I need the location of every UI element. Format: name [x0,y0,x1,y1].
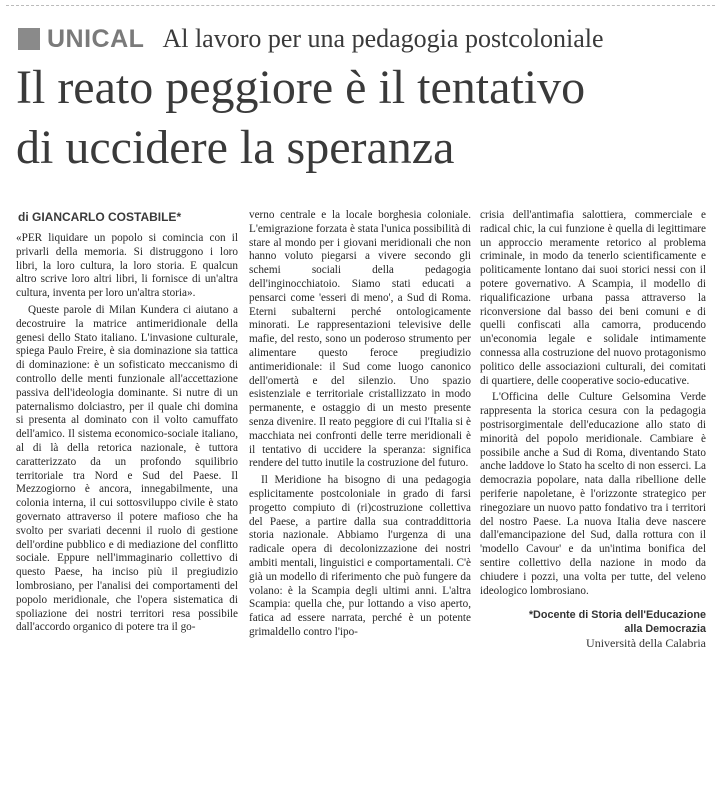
author-credit-role: *Docente di Storia dell'Educazione [528,609,706,622]
article-paragraph: L'Officina delle Culture Gelsomina Verde rappresenta la storica cesura con la pedagogia postrisorgimentale dell'educazione allo stato di minorità del popolo meridionale. Cambiare è possibile anche a Sud di Roma, diventando Stato anche laddove lo Stato ha scelto di non esserci. La democrazia popolare, nata dalla ribellione delle periferie napoletane, è l'orizzonte strategico per rinegoziare un nuovo patto fondativo tra i territori del nostro Paese. La nuova Italia deve nascere dall'emancipazione del Sud, dalla rottura con il 'modello Cavour' e da un'intima bonifica del sentire collettivo della nazione in modo da chiudere i pozzi, una volta per tutte, del veleno ideologico lombrosiano. [480,391,706,597]
top-rule [6,5,715,6]
article-paragraph: verno centrale e la locale borghesia coloniale. L'emigrazione forzata è stata l'unica possibilità di stare al mondo per i giovani meridionali che non hanno voluto piegarsi a vivere secondo gli schemi sociali della pedagogia dell'inginocchiatoio. Siamo stati educati a pensarci come 'esseri di meno', a Sud di Roma. Eterni subalterni perché ontologicamente minorati. Le rappresentazioni televisive delle mafie, del resto, sono un poderoso strumento per alimentare questo feroce pregiudizio antimeridionale: il Sud come luogo canonico dell'omertà e del silenzio. Uno spazio esistenziale e territoriale cristallizzato in modo permanente, e ostaggio di un mesto presente senza divenire. Il reato peggiore di cui l'Italia si è macchiata nei confronti delle terre meridionali è il tentativo di uccidere la speranza: significa rendere del tutto inutile la costruzione del futuro. [249,209,471,470]
article-column-2 [249,209,471,643]
section-label: UNICAL [47,24,145,53]
article-paragraph: «PER liquidare un popolo si comincia con il privarli della memoria. Si distruggono i loro libri, la loro cultura, la loro storia. E qualcun altro scrive loro altri libri, li fornisce di un'altra cultura, inventa per loro un'altra storia». [16,232,238,300]
headline [16,58,716,178]
article-paragraph: Queste parole di Milan Kundera ci aiutano a decostruire la matrice antimeridionale della genesi dello Stato italiano. L'invasione culturale, spiega Paulo Freire, è sia dominazione sia tattica di dominazione: è un sofisticato meccanismo di controllo delle menti funzionale all'accettazione passiva dell'ideologia dominante. Si nutre di un paternalismo dolciastro, per il quale chi domina si presenta al dominato con il volto camuffato dell'amico. Il sistema economico-sociale italiano, al di là della retorica nazionale, è tuttora caratterizzato da un profondo squilibrio territoriale tra Nord e Sud del Paese. Il Mezzogiorno è ancora, innegabilmente, una colonia interna, il cui sottosviluppo civile è stato governato attraverso il potere mafioso che ha svolto per svariati decenni il ruolo di gestione dell'ordine pubblico e di mediazione del conflitto sociale. Eppure nell'immaginario collettivo di questo Paese, ha inciso più il pregiudizio lombrosiano, per l'analisi dei comportamenti del popolo meridionale, che l'opera sistematica di spoliazione dei nostri territori resa possibile dall'accordo organico di potere tra il go- [16,303,238,634]
byline: di GIANCARLO COSTABILE* [18,210,182,224]
headline-line-1: Il reato peggiore è il tentativo [16,61,586,114]
author-credit-role-cont: alla Democrazia [624,623,706,636]
article-paragraph: Il Meridione ha bisogno di una pedagogia esplicitamente postcoloniale in grado di farsi progetto compiuto di (ri)costruzione collettiva del Paese, a partire dalla sua contraddittoria storia nazionale. Abbiamo l'urgenza di una radicale opera di decolonizzazione dei nostri ambiti mentali, linguistici e comportamentali. C'è già un modello di riferimento che può fungere da volano: è la Scampia degli ultimi anni. L'altra Scampia: quella che, pur lottando a viso aperto, fatica ad essere narrata, perché è un potente grimaldello contro l'ipo- [249,474,471,638]
author-credit-university: Università della Calabria [586,636,706,651]
section-kicker [18,22,604,56]
section-marker-icon [18,28,40,50]
article-paragraph: crisia dell'antimafia salottiera, commerciale e radical chic, la cui funzione è quella di legittimare un approccio meramente retorico al problema criminale, in modo da tenerlo scientificamente e politicamente lontano dai suoi storici nessi con il potere governativo. A Scampia, il modello di riqualificazione urbana passa attraverso la riconversione dal basso dei beni comuni e di quelli confiscati alla camorra, producendo un'economia legale e solidale intimamente connessa alla costruzione del nuovo protagonismo politico delle associazioni culturali, dei comitati di quartiere, delle cooperative socio-educative. [480,209,706,387]
article-column-1 [16,232,238,638]
article-column-3 [480,209,706,651]
section-subtitle: Al lavoro per una pedagogia postcoloniale [162,24,604,53]
author-credit [480,608,706,651]
headline-line-2: di uccidere la speranza [16,121,455,174]
